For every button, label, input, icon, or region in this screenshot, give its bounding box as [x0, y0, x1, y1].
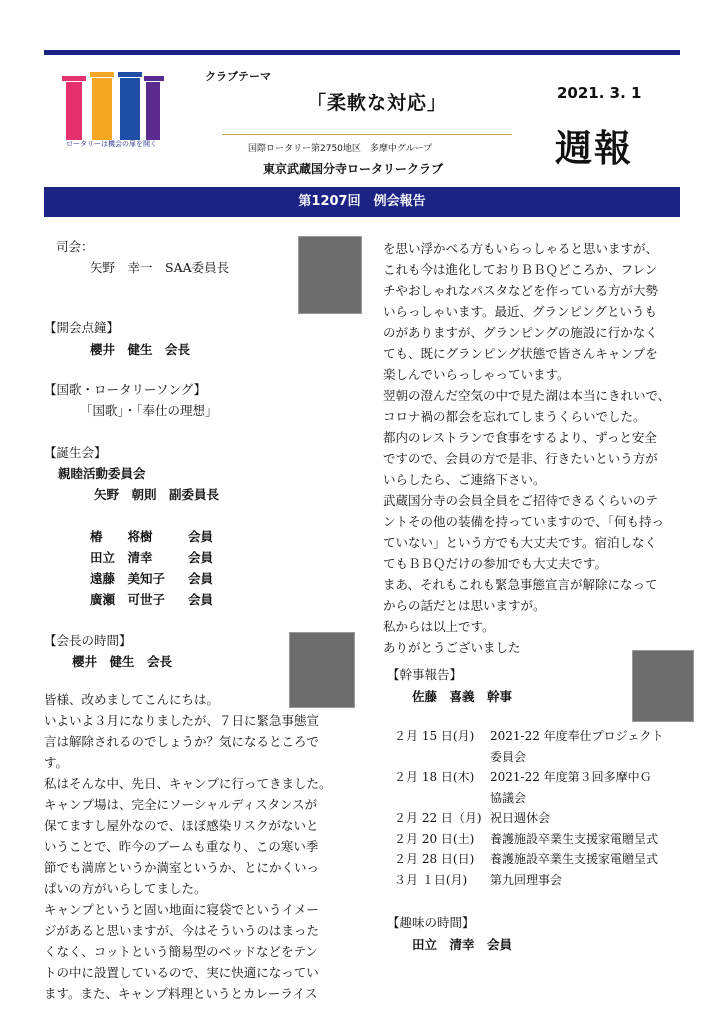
schedule-text: 2021-22 年度第３回多摩中Ｇ — [490, 770, 652, 784]
member-row — [90, 547, 213, 568]
speech-line: コロナ禍の都会を忘れてしまうくらいでした。 — [383, 409, 646, 424]
schedule-row — [394, 726, 694, 747]
schedule-text: 委員会 — [490, 749, 527, 764]
committee-name: 親睦活動委員会 — [58, 466, 146, 481]
secretary-name: 佐藤 喜義 幹事 — [412, 689, 513, 704]
member-row — [90, 568, 213, 589]
member-role: 会員 — [188, 571, 214, 586]
schedule-text: 養護施設卒業生支援家電贈呈式 — [490, 852, 659, 866]
speech-line: てもＢＢＱだけの参加でも大丈夫です。 — [383, 556, 608, 571]
speech-line: ですので、会員の方で是非、行きたいという方が — [383, 451, 658, 466]
secretary-photo — [632, 650, 694, 722]
speech-line: 保てますし屋外なので、ほぼ感染リスクがないと — [44, 818, 319, 833]
mc-name: 矢野 幸一 SAA委員長 — [90, 260, 230, 275]
speech-line: いうことで、昨今のブームも重なり、この寒い季 — [44, 839, 319, 854]
member-row — [90, 589, 213, 610]
schedule-row — [394, 788, 694, 809]
vice-chair-name: 矢野 朝則 副委員長 — [94, 487, 220, 502]
member-role: 会員 — [188, 529, 214, 544]
speech-line: ます。また、キャンプ料理というとカレーライス — [44, 986, 318, 1001]
schedule-text: 養護施設卒業生支援家電贈呈式 — [490, 831, 659, 846]
district-name: 国際ロータリー第2750地区 多摩中グループ — [248, 144, 433, 154]
schedule-date: ３月 １日(月) — [394, 872, 468, 887]
hobby-label: 【趣味の時間】 — [387, 915, 475, 930]
schedule-row — [394, 849, 694, 870]
speech-line: 都内のレストランで食事をするより、ずっと安全 — [383, 430, 657, 445]
speech-line: 私はそんな中、先日、キャンプに行ってきました。 — [44, 776, 332, 791]
door-orange — [90, 72, 114, 140]
schedule-row — [394, 808, 694, 829]
weekly-title: 週報 — [555, 127, 633, 170]
speech-line: す。 — [44, 755, 69, 770]
schedule-date: ２月 20 日(土) — [394, 831, 475, 846]
door-pink — [62, 76, 86, 140]
mc-photo — [298, 236, 362, 314]
schedule-row — [394, 767, 694, 788]
speech-line: いらしたら、ご連絡下さい。 — [383, 472, 546, 487]
schedule-row — [394, 870, 694, 891]
speech-line: ジがあると思いますが、今はそういうのはまった — [44, 923, 320, 938]
secretary-label: 【幹事報告】 — [387, 667, 463, 682]
mc-label: 司会： — [56, 239, 94, 254]
speech-line: のがありますが、グランピングの施設に行かなく — [383, 325, 658, 340]
speech-line: いよいよ３月になりましたが、７日に緊急事態宣 — [44, 713, 320, 728]
speech-line: 言は解除されるのでしょうか？気になるところで — [44, 734, 319, 749]
schedule-date: ２月 18 日(木) — [394, 770, 475, 784]
speech-line: 私からは以上です。 — [383, 619, 495, 634]
speech-line: 翌朝の澄んだ空気の中で見た湖は本当にきれいで、 — [383, 388, 671, 403]
door-blue — [118, 72, 142, 140]
speech-line: キャンプというと固い地面に寝袋でというイメー — [44, 902, 319, 917]
hobby-name: 田立 清幸 会員 — [412, 937, 513, 952]
schedule-text: 第九回理事会 — [490, 872, 563, 887]
speech-line: まあ、それもこれも緊急事態宣言が解除になって — [383, 577, 658, 592]
header-gold-rule — [222, 134, 512, 135]
schedule-date: ２月 28 日(日) — [394, 852, 475, 866]
speech-line: 楽しんでいらっしゃっています。 — [383, 367, 570, 382]
logo-caption: ロータリーは機会の扉を開く — [66, 140, 157, 148]
speech-line: ぱいの方がいらしてました。 — [44, 881, 207, 896]
member-row — [90, 526, 213, 547]
schedule-date: ２月 22 日（月) — [394, 811, 482, 825]
opening-label: 【開会点鐘】 — [44, 320, 120, 335]
schedule-text: 協議会 — [490, 790, 527, 805]
club-name: 東京武蔵国分寺ロータリークラブ — [263, 162, 444, 176]
speech-line: キャンプ場は、完全にソーシャルディスタンスが — [44, 797, 318, 812]
theme-title: 「柔軟な対応」 — [307, 92, 448, 114]
meeting-banner: 第1207回 例会報告 — [44, 187, 680, 217]
member-role: 会員 — [188, 592, 214, 607]
door-purple — [144, 76, 164, 140]
speech-line: 節でも満席というか満室というか、とにかくいっ — [44, 860, 320, 875]
speech-line: いらっしゃいます。最近、グランピングというも — [383, 304, 658, 319]
header-top-rule — [44, 50, 680, 55]
schedule-row — [394, 829, 694, 850]
speech-continued — [383, 238, 683, 658]
issue-date: 2021. 3. 1 — [557, 84, 642, 102]
member-role: 会員 — [188, 550, 214, 565]
schedule-text: 祝日週休会 — [490, 811, 551, 825]
speech-line: これも今は進化しておりＢＢＱどころか、フレン — [383, 262, 658, 277]
theme-label: クラブテーマ — [205, 70, 271, 83]
birthday-label: 【誕生会】 — [44, 445, 107, 460]
president-name: 櫻井 健生 会長 — [72, 654, 173, 669]
speech-line: トの中に設置しているので、実に快適になってい — [44, 965, 319, 980]
member-name: 廣瀬 可世子 — [90, 592, 166, 607]
opening-name: 櫻井 健生 会長 — [90, 342, 191, 357]
member-name: 田立 清幸 — [90, 550, 153, 565]
schedule-row — [394, 747, 694, 768]
speech-line: ントその他の装備を持っていますので、「何も持っ — [383, 514, 665, 529]
schedule-list — [394, 726, 694, 890]
speech-line: くなく、コットという簡易型のベッドなどをテン — [44, 944, 318, 959]
speech-line: 武蔵国分寺の会員全員をご招待できるくらいのテ — [383, 493, 659, 508]
anthem-songs: 「国歌」・「奉仕の理想」 — [80, 403, 218, 418]
speech-line: からの話だとは思いますが。 — [383, 598, 546, 613]
schedule-date: ２月 15 日(月) — [394, 729, 475, 743]
speech-line: ありがとうございました — [383, 640, 521, 655]
speech-line: 皆様、改めましてこんにちは。 — [44, 692, 220, 707]
president-label: 【会長の時間】 — [44, 633, 132, 648]
schedule-text: 2021-22 年度奉仕プロジェクト — [490, 729, 664, 743]
president-speech — [44, 689, 344, 1004]
speech-line: を思い浮かべる方もいらっしゃると思いますが、 — [383, 241, 659, 256]
anthem-label: 【国歌・ロータリーソング】 — [44, 382, 207, 397]
speech-line: チやおしゃれなパスタなどを作っている方が大勢 — [383, 283, 659, 298]
speech-line: ても、既にグランピング状態で皆さんキャンプを — [383, 346, 658, 361]
member-name: 椿 将樹 — [90, 529, 153, 544]
speech-line: ていない」という方でも大丈夫です。宿泊しなく — [383, 535, 658, 550]
member-name: 遠藤 美知子 — [90, 571, 166, 586]
